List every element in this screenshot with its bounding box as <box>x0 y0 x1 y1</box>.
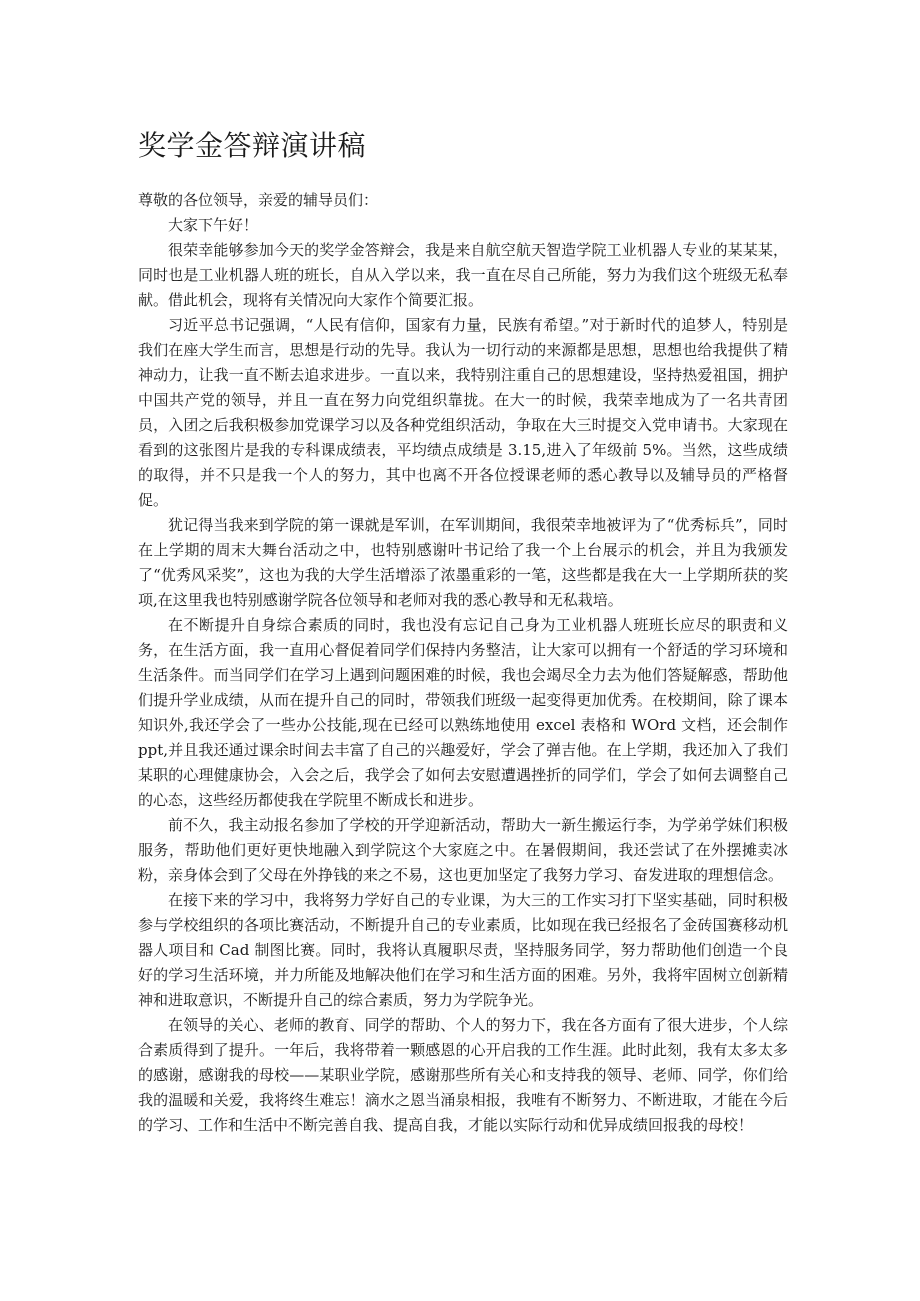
paragraph-ideology: 习近平总书记强调，“人民有信仰，国家有力量，民族有希望。”对于新时代的追梦人，特别是我们在座大学生而言，思想是行动的先导。我认为一切行动的来源都是思想，思想也给我提供了精神动力，让我一直不断去追求进步。一直以来，我特别注重自己的思想建设，坚持热爱祖国，拥护中国共产党的领导，并且一直在努力向党组织靠拢。在大一的时候，我荣幸地成为了一名共青团员，入团之后我积极参加党课学习以及各种党组织活动，争取在大三时提交入党申请书。大家现在看到的这张图片是我的专科课成绩表，平均绩点成绩是 3.15,进入了年级前 5%。当然，这些成绩的取得，并不只是我一个人的努力，其中也离不开各位授课老师的悉心教导以及辅导员的严格督促。 <box>138 316 788 509</box>
paragraph-future-plans: 在接下来的学习中，我将努力学好自己的专业课，为大三的工作实习打下坚实基础，同时积极参与学校组织的各项比赛活动，不断提升自己的专业素质，比如现在我已经报名了金砖国赛移动机器人项目和 Cad 制图比赛。同时，我将认真履职尽责，坚持服务同学，努力帮助他们创造一个良好的学习生活环境，并力所能及地解决他们在学习和生活方面的困难。另外，我将牢固树立创新精神和进取意识，不断提升自己的综合素质，努力为学院争光。 <box>138 891 788 1009</box>
paragraph-introduction: 很荣幸能够参加今天的奖学金答辩会，我是来自航空航天智造学院工业机器人专业的某某某，同时也是工业机器人班的班长，自从入学以来，我一直在尽自己所能，努力为我们这个班级无私奉献。借此机会，现将有关情况向大家作个简要汇报。 <box>138 241 788 309</box>
document-title: 奖学金答辩演讲稿 <box>138 129 367 162</box>
paragraph-awards: 犹记得当我来到学院的第一课就是军训，在军训期间，我很荣幸地被评为了“优秀标兵”，同时在上学期的周末大舞台活动之中，也特别感谢叶书记给了我一个上台展示的机会，并且为我颁发了“优秀风采奖”，这也为我的大学生活增添了浓墨重彩的一笔，这些都是我在大一上学期所获的奖项,在这里我也特别感谢学院各位领导和老师对我的悉心教导和无私栽培。 <box>138 516 788 609</box>
paragraph-volunteering: 前不久，我主动报名参加了学校的开学迎新活动，帮助大一新生搬运行李，为学弟学妹们积极服务，帮助他们更好更快地融入到学院这个大家庭之中。在暑假期间，我还尝试了在外摆摊卖冰粉，亲身体会到了父母在外挣钱的来之不易，这也更加坚定了我努力学习、奋发进取的理想信念。 <box>138 816 788 884</box>
salutation: 尊敬的各位领导，亲爱的辅导员们： <box>138 191 379 209</box>
paragraph-gratitude: 在领导的关心、老师的教育、同学的帮助、个人的努力下，我在各方面有了很大进步，个人综合素质得到了提升。一年后，我将带着一颗感恩的心开启我的工作生涯。此时此刻，我有太多太多的感谢，感谢我的母校——某职业学院，感谢那些所有关心和支持我的领导、老师、同学，你们给我的温暖和关爱，我将终生难忘！滴水之恩当涌泉相报，我唯有不断努力、不断进取，才能在今后的学习、工作和生活中不断完善自我、提高自我，才能以实际行动和优异成绩回报我的母校！ <box>138 1016 788 1134</box>
paragraph-class-monitor: 在不断提升自身综合素质的同时，我也没有忘记自己身为工业机器人班班长应尽的职责和义务，在生活方面，我一直用心督促着同学们保持内务整洁，让大家可以拥有一个舒适的学习环境和生活条件。而当同学们在学习上遇到问题困难的时候，我也会竭尽全力去为他们答疑解惑，帮助他们提升学业成绩，从而在提升自己的同时，带领我们班级一起变得更加优秀。在校期间，除了课本知识外,我还学会了一些办公技能,现在已经可以熟练地使用 excel 表格和 WOrd 文档，还会制作 ppt,并且我还通过课余时间去丰富了自己的兴趣爱好，学会了弹吉他。在上学期，我还加入了我们某职的心理健康协会，入会之后，我学会了如何去安慰遭遇挫折的同学们，学会了如何去调整自己的心态，这些经历都使我在学院里不断成长和进步。 <box>138 616 788 809</box>
paragraph-greeting: 大家下午好！ <box>168 216 259 234</box>
document-page <box>138 128 788 1138</box>
